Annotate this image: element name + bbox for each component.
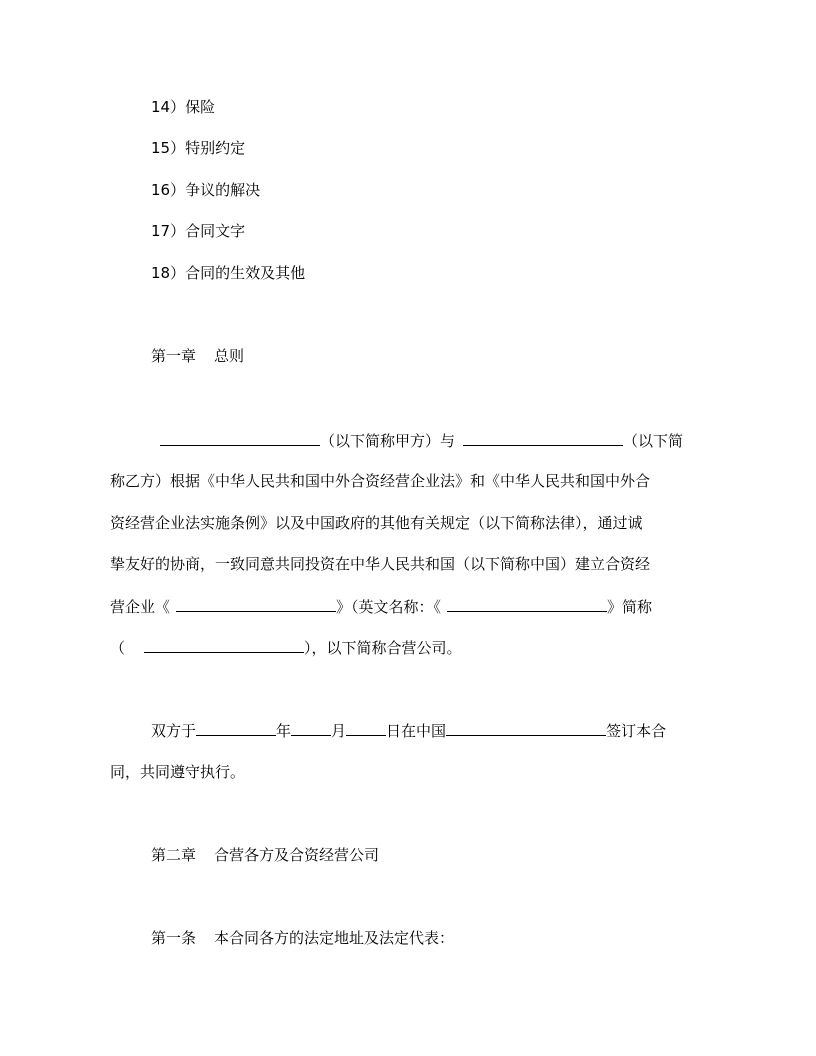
toc-item-14: 14）保险 [151, 98, 216, 116]
intro-line-4: 挚友好的协商，一致同意共同投资在中华人民共和国（以下简称中国）建立合资经 [110, 555, 651, 573]
toc-item-16: 16）争议的解决 [151, 181, 261, 199]
intro-line-3: 资经营企业法实施条例》以及中国政府的其他有关规定（以下简称法律），通过诚 [110, 514, 643, 532]
place-blank[interactable] [446, 720, 606, 736]
intro-line-2: 称乙方）根据《中华人民共和国中外合资经营企业法》和《中华人民共和国中外合 [110, 472, 651, 490]
intro-line-1: （以下简称甲方）与 （以下简 [160, 430, 683, 451]
chapter-title: 合营各方及合资经营公司 [214, 846, 380, 864]
english-name-blank[interactable] [447, 596, 607, 612]
chapter-number: 第一章 [151, 347, 197, 365]
signing-line-2: 同，共同遵守执行。 [110, 763, 246, 781]
year-blank[interactable] [196, 720, 276, 736]
chapter-1-heading [151, 346, 244, 366]
toc-item-18: 18）合同的生效及其他 [151, 264, 306, 282]
party-b-blank[interactable] [463, 430, 623, 446]
article-number: 第一条 [151, 929, 197, 947]
chapter-number: 第二章 [151, 846, 197, 864]
company-name-blank[interactable] [176, 596, 336, 612]
chapter-title: 总则 [214, 347, 245, 365]
abbreviation-blank[interactable] [144, 637, 304, 653]
chapter-2-heading [151, 845, 379, 865]
article-title: 本合同各方的法定地址及法定代表： [214, 929, 455, 947]
intro-line-6: （ ），以下简称合营公司。 [110, 639, 462, 657]
toc-item-15: 15）特别约定 [151, 139, 246, 157]
party-a-blank[interactable] [160, 430, 320, 446]
day-blank[interactable] [346, 720, 386, 736]
signing-line-1: 双方于 年 月 日在中国 签订本合 [151, 722, 667, 740]
intro-line-5: 营企业《 》（英文名称：《 》简称 [110, 598, 653, 616]
toc-item-17: 17）合同文字 [151, 222, 246, 240]
article-1-heading [151, 928, 454, 948]
month-blank[interactable] [291, 720, 331, 736]
